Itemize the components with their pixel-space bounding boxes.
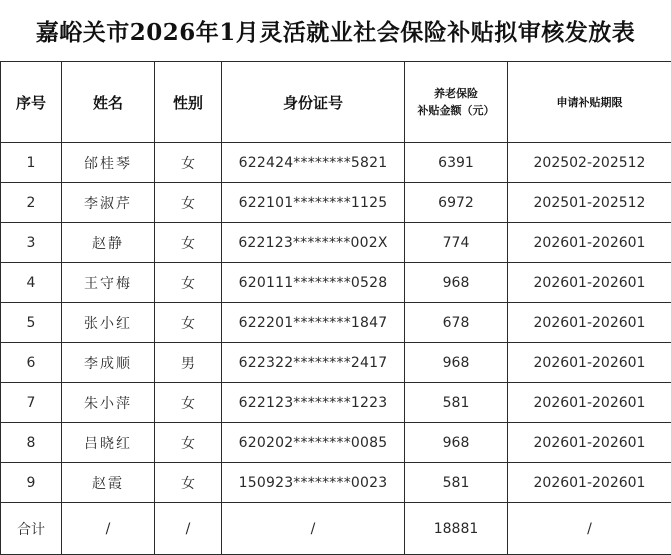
subsidy-table: [0, 61, 671, 555]
cell-name: 张小红: [62, 303, 155, 343]
cell-period: 202601-202601: [508, 223, 671, 263]
cell-id-number: 622123********1223: [222, 383, 405, 423]
total-gender: /: [155, 503, 222, 555]
cell-gender: 女: [155, 223, 222, 263]
cell-gender: 女: [155, 383, 222, 423]
cell-seq: 9: [1, 463, 62, 503]
cell-amount: 968: [405, 263, 508, 303]
cell-id-number: 620202********0085: [222, 423, 405, 463]
table-row: [1, 183, 671, 223]
cell-seq: 1: [1, 143, 62, 183]
cell-amount: 968: [405, 423, 508, 463]
cell-name: 赵静: [62, 223, 155, 263]
cell-id-number: 150923********0023: [222, 463, 405, 503]
cell-amount: 581: [405, 463, 508, 503]
table-header-row: [1, 62, 671, 143]
cell-name: 赵霞: [62, 463, 155, 503]
total-name: /: [62, 503, 155, 555]
cell-name: 吕晓红: [62, 423, 155, 463]
table-row: [1, 343, 671, 383]
cell-period: 202501-202512: [508, 183, 671, 223]
cell-amount: 6972: [405, 183, 508, 223]
cell-gender: 女: [155, 463, 222, 503]
cell-id-number: 622101********1125: [222, 183, 405, 223]
cell-gender: 女: [155, 183, 222, 223]
header-amount: [405, 62, 508, 143]
cell-period: 202601-202601: [508, 263, 671, 303]
cell-name: 王守梅: [62, 263, 155, 303]
cell-id-number: 622123********002X: [222, 223, 405, 263]
cell-period: 202601-202601: [508, 343, 671, 383]
cell-seq: 4: [1, 263, 62, 303]
cell-gender: 女: [155, 263, 222, 303]
cell-amount: 968: [405, 343, 508, 383]
table-row: [1, 303, 671, 343]
cell-name: 李成顺: [62, 343, 155, 383]
header-period: 申请补贴期限: [508, 62, 671, 143]
cell-id-number: 622201********1847: [222, 303, 405, 343]
header-seq: 序号: [1, 62, 62, 143]
cell-name: 朱小萍: [62, 383, 155, 423]
cell-gender: 男: [155, 343, 222, 383]
cell-seq: 3: [1, 223, 62, 263]
cell-gender: 女: [155, 303, 222, 343]
cell-seq: 5: [1, 303, 62, 343]
table-row: [1, 423, 671, 463]
cell-amount: 678: [405, 303, 508, 343]
table-row: [1, 263, 671, 303]
cell-amount: 581: [405, 383, 508, 423]
cell-period: 202601-202601: [508, 423, 671, 463]
cell-seq: 6: [1, 343, 62, 383]
header-id-number: 身份证号: [222, 62, 405, 143]
cell-seq: 7: [1, 383, 62, 423]
header-amount-line2: 补贴金额（元）: [405, 102, 507, 119]
cell-id-number: 620111********0528: [222, 263, 405, 303]
cell-amount: 6391: [405, 143, 508, 183]
total-period: /: [508, 503, 671, 555]
total-amount: 18881: [405, 503, 508, 555]
cell-period: 202502-202512: [508, 143, 671, 183]
total-label: 合计: [1, 503, 62, 555]
cell-name: 邰桂琴: [62, 143, 155, 183]
table-row: [1, 463, 671, 503]
page-title: 嘉峪关市2026年1月灵活就业社会保险补贴拟审核发放表: [0, 0, 671, 61]
cell-gender: 女: [155, 423, 222, 463]
cell-name: 李淑芹: [62, 183, 155, 223]
table-row: [1, 383, 671, 423]
cell-period: 202601-202601: [508, 303, 671, 343]
cell-seq: 2: [1, 183, 62, 223]
table-row: [1, 143, 671, 183]
cell-gender: 女: [155, 143, 222, 183]
cell-id-number: 622424********5821: [222, 143, 405, 183]
header-name: 姓名: [62, 62, 155, 143]
total-row: [1, 503, 671, 555]
total-id-number: /: [222, 503, 405, 555]
cell-amount: 774: [405, 223, 508, 263]
cell-id-number: 622322********2417: [222, 343, 405, 383]
header-gender: 性别: [155, 62, 222, 143]
cell-period: 202601-202601: [508, 463, 671, 503]
cell-seq: 8: [1, 423, 62, 463]
header-amount-line1: 养老保险: [405, 85, 507, 102]
cell-period: 202601-202601: [508, 383, 671, 423]
table-row: [1, 223, 671, 263]
